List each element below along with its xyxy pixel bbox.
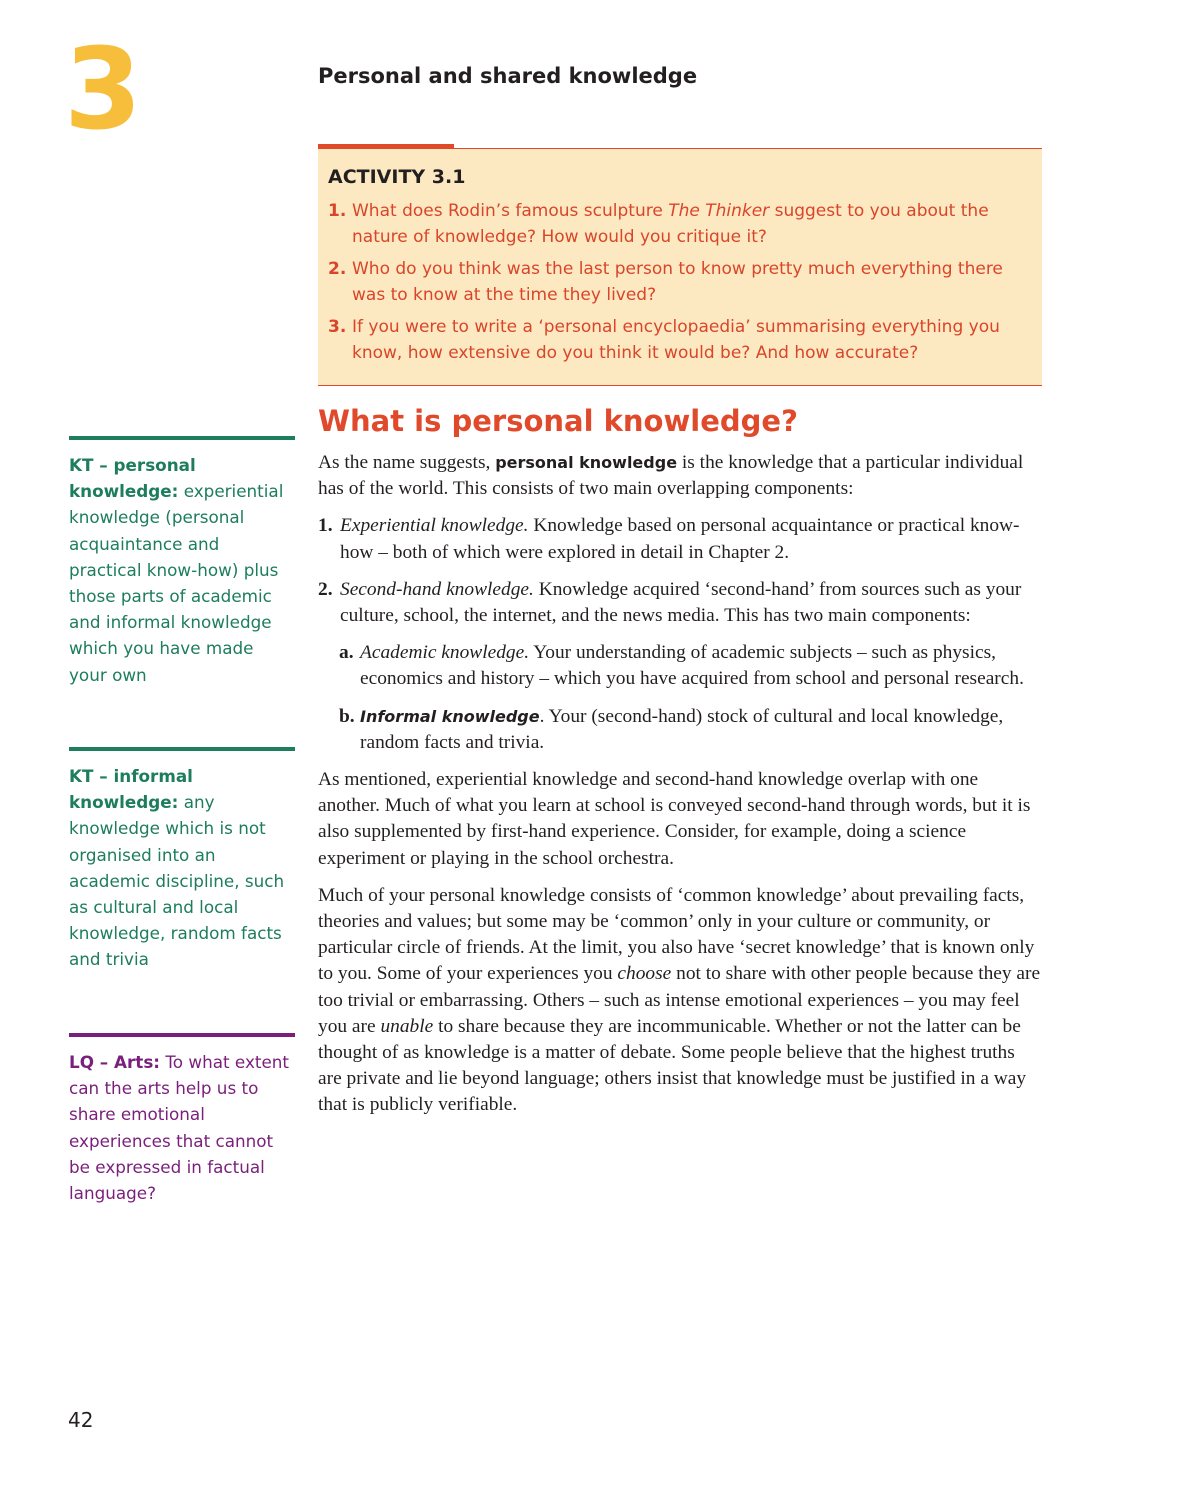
sublist-text: Your understanding of academic subjects – such as physics, economics and history – which you have acquired from school and personal research. [360, 642, 1024, 690]
note-text: any knowledge which is not organised into an academic discipline, such as cultural and local knowledge, random facts and trivia [69, 792, 285, 970]
paragraph-text: to share because they are incommunicable. Whether or not the latter can be thought of as knowledge is a matter of debate. Some people believe that the highest truths are private and lie beyond language; others insist that knowledge must be justified in a way that is publicly verifiable. [318, 1015, 1027, 1116]
paragraph-text: not to share with other people because they are too trivial or embarrassing. Others – such as intense emotional experiences – you may feel you are [318, 963, 1041, 1037]
sublist-marker: b. [339, 705, 355, 727]
intro-text: is the knowledge that a particular individual has of the world. This consists of two main overlapping components: [318, 452, 1024, 500]
sublist [318, 640, 1042, 756]
sublist-item-academic [339, 640, 1042, 692]
sculpture-title: The Thinker [668, 201, 770, 221]
list-item-second-hand [318, 577, 1042, 629]
emphasis-text: unable [380, 1015, 434, 1037]
margin-note-informal-knowledge [69, 763, 295, 973]
list-term: Second-hand knowledge. [340, 578, 534, 600]
sublist-term: Academic knowledge. [360, 642, 530, 664]
activity-question-2 [328, 256, 1028, 308]
list-term: Experiential knowledge. [340, 515, 529, 537]
list-text: Knowledge acquired ‘second-hand’ from sources such as your culture, school, the internet, and the news media. This has two main components: [340, 578, 1022, 627]
intro-text: As the name suggests, [318, 452, 496, 473]
question-number: 3. [328, 317, 347, 337]
intro-paragraph [318, 450, 1042, 502]
section-heading: What is personal knowledge? [318, 404, 798, 438]
margin-note-arts-question [69, 1049, 295, 1206]
list-marker: 1. [318, 515, 333, 537]
activity-box [318, 148, 1042, 386]
body-text [318, 450, 1042, 1130]
note-rule-arts [69, 1033, 295, 1037]
activity-question-1 [328, 198, 1028, 250]
question-text: suggest to you about the nature of knowledge? How would you critique it? [352, 201, 989, 247]
activity-title: ACTIVITY 3.1 [328, 166, 466, 188]
note-rule-informal [69, 747, 295, 751]
question-number: 2. [328, 259, 347, 279]
note-label: KT – personal knowledge: [69, 455, 196, 502]
paragraph-text: Much of your personal knowledge consists of ‘common knowledge’ about prevailing facts, theories and values; but some may be ‘common’ only in your culture or community, or particular circle of friends. At the limit, you also have ‘secret knowledge’ that is known only to you. Some of your experiences you [318, 884, 1035, 985]
list-marker: 2. [318, 578, 333, 600]
chapter-title: Personal and shared knowledge [318, 64, 698, 88]
note-rule-personal [69, 436, 295, 440]
question-text: What does Rodin’s famous sculpture [352, 201, 669, 221]
sublist-key-term: Informal knowledge [360, 706, 540, 726]
activity-tab-bar [318, 144, 454, 149]
question-text: If you were to write a ‘personal encyclopaedia’ summarising everything you know, how extensive do you think it would be? And how accurate? [352, 317, 1000, 363]
key-term: personal knowledge [495, 453, 678, 472]
sublist-text: . Your (second-hand) stock of cultural and local knowledge, random facts and trivia. [360, 705, 1004, 753]
paragraph-common-knowledge [318, 883, 1042, 1119]
question-text: Who do you think was the last person to know pretty much everything there was to know at the time they lived? [352, 259, 1003, 305]
emphasis-text: choose [617, 963, 672, 985]
note-label: KT – informal knowledge: [69, 766, 193, 813]
sublist-item-informal [339, 704, 1042, 756]
margin-note-personal-knowledge [69, 452, 295, 688]
list-text: Knowledge based on personal acquaintance or practical know-how – both of which were explored in detail in Chapter 2. [340, 515, 1020, 563]
chapter-number: 3 [64, 25, 142, 155]
activity-question-list [328, 198, 1028, 372]
list-item-experiential [318, 513, 1042, 565]
activity-question-3 [328, 314, 1028, 366]
page-number: 42 [68, 1408, 94, 1432]
note-label: LQ – Arts: [69, 1052, 161, 1072]
question-number: 1. [328, 201, 347, 221]
note-text: experiential knowledge (personal acquaintance and practical know-how) plus those parts of academic and informal knowledge which you have made your own [69, 481, 284, 685]
paragraph-overlap: As mentioned, experiential knowledge and second-hand knowledge overlap with one another. Much of what you learn at school is conveyed second-hand through words, but it is also supplemented by first-hand experience. Consider, for example, doing a science experiment or playing in the school orchestra. [318, 769, 1031, 869]
sublist-marker: a. [339, 642, 354, 664]
note-text: To what extent can the arts help us to share emotional experiences that cannot be expressed in factual language? [69, 1052, 290, 1204]
